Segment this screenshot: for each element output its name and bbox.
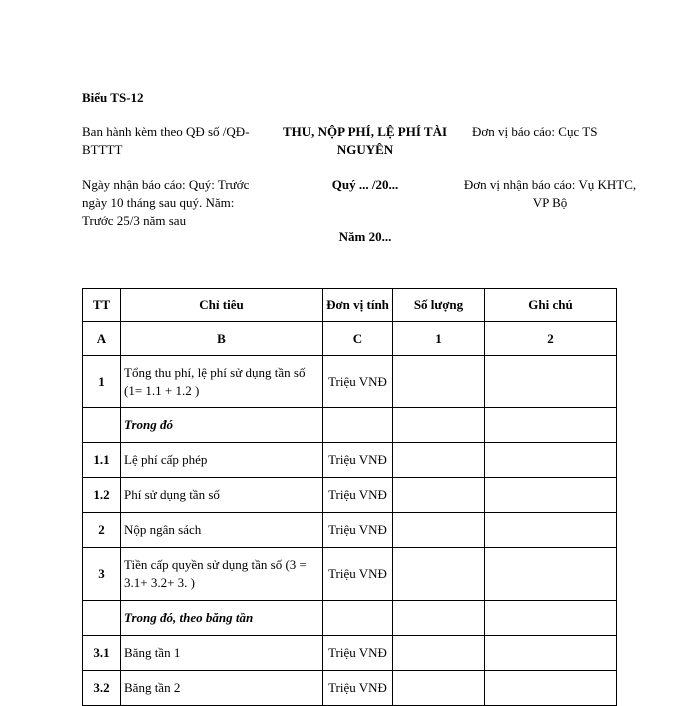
- row-label: Tiền cấp quyền sử dụng tần số (3 = 3.1+ 3.2+ 3. ): [121, 548, 323, 601]
- row-unit: Triệu VNĐ: [323, 478, 393, 513]
- document-title: THU, NỘP PHÍ, LỆ PHÍ TÀI NGUYÊN: [282, 124, 448, 157]
- row-label: Nộp ngân sách: [121, 513, 323, 548]
- header-quantity: Số lượng: [393, 289, 485, 322]
- table-row: [83, 478, 617, 513]
- receiving-unit: Đơn vị nhận báo cáo: Vụ KHTC, VP Bộ: [463, 177, 637, 210]
- reporting-unit: Đơn vị báo cáo: Cục TS: [472, 124, 598, 139]
- row-label: Băng tần 1: [121, 636, 323, 671]
- code-b: B: [121, 322, 323, 356]
- row-tt: 3: [83, 548, 121, 601]
- quantity-cell[interactable]: [393, 548, 485, 601]
- quantity-cell[interactable]: [393, 513, 485, 548]
- quantity-cell[interactable]: [393, 443, 485, 478]
- year-label: Năm 20...: [338, 229, 392, 244]
- table-row: [83, 671, 617, 706]
- note-cell[interactable]: [485, 548, 617, 601]
- row-tt: 2: [83, 513, 121, 548]
- header-unit: Đơn vị tính: [323, 289, 393, 322]
- table-row: [83, 636, 617, 671]
- code-c: C: [323, 322, 393, 356]
- note-cell[interactable]: [485, 443, 617, 478]
- note-cell[interactable]: [485, 478, 617, 513]
- table-row: [83, 601, 617, 636]
- quarter-label: Quý ... /20...: [331, 177, 399, 192]
- table-row: [83, 408, 617, 443]
- header-row: [83, 289, 617, 322]
- code-a: A: [83, 322, 121, 356]
- note-cell[interactable]: [485, 356, 617, 408]
- row-unit: Triệu VNĐ: [323, 636, 393, 671]
- row-tt: 3.2: [83, 671, 121, 706]
- row-label: Tổng thu phí, lệ phí sử dụng tần số (1= 1.1 + 1.2 ): [121, 356, 323, 408]
- code-2: 2: [485, 322, 617, 356]
- row-unit: Triệu VNĐ: [323, 443, 393, 478]
- note-cell[interactable]: [485, 408, 617, 443]
- note-cell[interactable]: [485, 671, 617, 706]
- row-label: Trong đó: [121, 408, 323, 443]
- row-unit: Triệu VNĐ: [323, 513, 393, 548]
- header-tt: TT: [83, 289, 121, 322]
- header-indicator: Chỉ tiêu: [121, 289, 323, 322]
- header-note: Ghi chú: [485, 289, 617, 322]
- table-row: [83, 513, 617, 548]
- row-unit: Triệu VNĐ: [323, 671, 393, 706]
- note-cell[interactable]: [485, 636, 617, 671]
- note-cell[interactable]: [485, 513, 617, 548]
- row-unit: Triệu VNĐ: [323, 548, 393, 601]
- row-unit: Triệu VNĐ: [323, 356, 393, 408]
- form-code: Biểu TS-12: [82, 90, 144, 105]
- row-tt: 3.1: [83, 636, 121, 671]
- row-unit: [323, 601, 393, 636]
- table-row: [83, 548, 617, 601]
- code-row: [83, 322, 617, 356]
- row-tt: [83, 601, 121, 636]
- quantity-cell[interactable]: [393, 478, 485, 513]
- table-row: [83, 443, 617, 478]
- row-label: Lệ phí cấp phép: [121, 443, 323, 478]
- issued-by: Ban hành kèm theo QĐ số /QĐ-BTTTT: [82, 124, 250, 157]
- quantity-cell[interactable]: [393, 601, 485, 636]
- row-unit: [323, 408, 393, 443]
- table-row: [83, 356, 617, 408]
- row-tt: 1: [83, 356, 121, 408]
- report-table: [82, 288, 617, 706]
- quantity-cell[interactable]: [393, 408, 485, 443]
- received-date: Ngày nhận báo cáo: Quý: Trước ngày 10 tháng sau quý. Năm: Trước 25/3 năm sau: [82, 177, 250, 228]
- row-tt: [83, 408, 121, 443]
- row-tt: 1.2: [83, 478, 121, 513]
- quantity-cell[interactable]: [393, 671, 485, 706]
- code-1: 1: [393, 322, 485, 356]
- row-tt: 1.1: [83, 443, 121, 478]
- quantity-cell[interactable]: [393, 356, 485, 408]
- row-label: Băng tần 2: [121, 671, 323, 706]
- note-cell[interactable]: [485, 601, 617, 636]
- quantity-cell[interactable]: [393, 636, 485, 671]
- row-label: Trong đó, theo băng tần: [121, 601, 323, 636]
- row-label: Phí sử dụng tần số: [121, 478, 323, 513]
